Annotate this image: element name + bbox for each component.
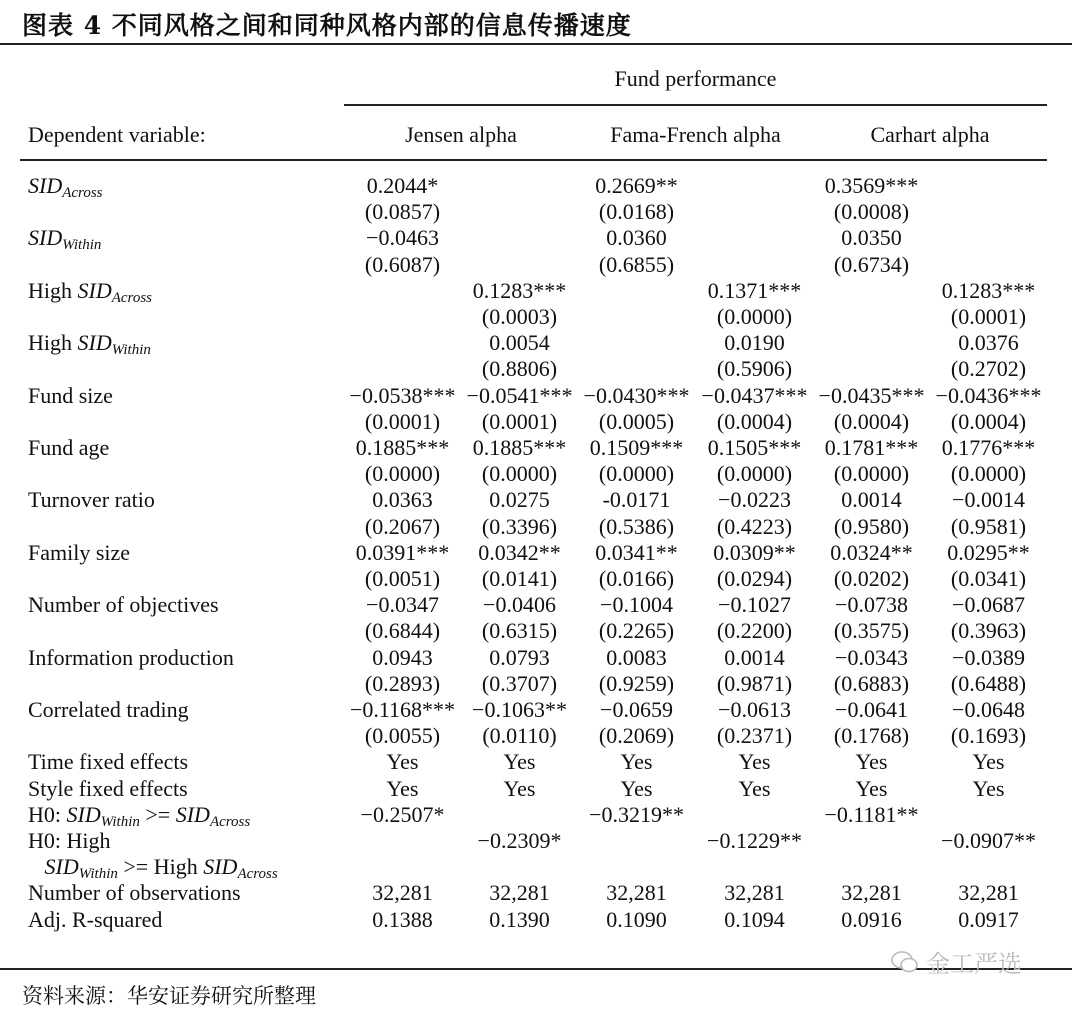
table-cell: 0.1283***: [941, 278, 1036, 303]
row-label: H0: High: [28, 828, 111, 853]
table-cell: 32,281: [372, 880, 433, 905]
row-label: Correlated trading: [28, 697, 189, 722]
table-cell: (0.0004): [950, 409, 1027, 434]
table-cell: 0.0190: [724, 330, 785, 355]
table-cell: (0.5386): [598, 514, 675, 539]
table-cell: 0.0014: [724, 645, 785, 670]
row-info_prod-pvalues: [0, 671, 1072, 697]
table-cell: Yes: [620, 749, 653, 774]
super-header: Fund performance: [614, 66, 777, 91]
table-cell: 0.0363: [372, 487, 433, 512]
table-cell: (0.0857): [364, 199, 441, 224]
table-cell: 0.0083: [606, 645, 667, 670]
row-label: High $SID_{Within}$: [28, 330, 151, 358]
table-cell: −0.0406: [483, 592, 556, 617]
table-cell: 0.1781***: [824, 435, 919, 460]
table-cell: (0.0001): [950, 304, 1027, 329]
row-sid_across: [0, 173, 1072, 199]
table-cell: −0.0641: [835, 697, 908, 722]
table-cell: (0.6315): [481, 618, 558, 643]
row-high_across: [0, 278, 1072, 304]
table-cell: Yes: [620, 776, 653, 801]
table-cell: −0.0738: [835, 592, 908, 617]
row-h0-high-sid-test: [0, 828, 1072, 854]
row-fund_age-pvalues: [0, 461, 1072, 487]
table-cell: -0.0171: [602, 487, 671, 512]
dependent-variable-label: Dependent variable:: [28, 122, 206, 147]
table-cell: 0.0916: [841, 907, 902, 932]
table-cell: −0.0223: [718, 487, 791, 512]
table-cell: (0.4223): [716, 514, 793, 539]
row-label: High $SID_{Across}$: [28, 278, 152, 306]
header-rule: [20, 159, 1047, 161]
table-cell: 0.3569***: [824, 173, 919, 198]
table-cell: 0.1509***: [589, 435, 684, 460]
figure-title: 图表 4 不同风格之间和同种风格内部的信息传播速度: [22, 11, 632, 40]
row-fund_size-pvalues: [0, 409, 1072, 435]
table-cell: 0.0350: [841, 225, 902, 250]
row-time-fixed-effects: [0, 749, 1072, 775]
table-cell: −0.0648: [952, 697, 1025, 722]
row-label: $SID_{Within}$: [28, 225, 102, 253]
table-cell: 32,281: [724, 880, 785, 905]
table-cell: Yes: [503, 749, 536, 774]
table-cell: (0.2200): [716, 618, 793, 643]
table-cell: Yes: [386, 776, 419, 801]
table-cell: (0.0003): [481, 304, 558, 329]
table-cell: −0.0014: [952, 487, 1025, 512]
watermark-text: 金工严选: [926, 950, 1022, 978]
table-cell: 0.0341**: [595, 540, 678, 565]
row-style-fixed-effects: [0, 776, 1072, 802]
table-cell: 0.0376: [958, 330, 1019, 355]
table-cell: −0.0347: [366, 592, 439, 617]
table-cell: 32,281: [841, 880, 902, 905]
table-cell: 0.0054: [489, 330, 550, 355]
table-cell: 0.0360: [606, 225, 667, 250]
row-turnover-pvalues: [0, 514, 1072, 540]
table-cell: −0.1004: [600, 592, 673, 617]
row-family_size-pvalues: [0, 566, 1072, 592]
table-cell: (0.0055): [364, 723, 441, 748]
row-high_within: [0, 330, 1072, 356]
table-cell: 0.0295**: [947, 540, 1030, 565]
table-cell: (0.0051): [364, 566, 441, 591]
row-adj-r-squared: [0, 907, 1072, 933]
table-cell: −0.0436***: [935, 383, 1042, 408]
table-cell: (0.0004): [716, 409, 793, 434]
table-cell: (0.6855): [598, 252, 675, 277]
table-cell: (0.0110): [482, 723, 557, 748]
row-label: Information production: [28, 645, 234, 670]
row-info_prod: [0, 645, 1072, 671]
table-cell: (0.6844): [364, 618, 441, 643]
table-cell: (0.2702): [950, 356, 1027, 381]
table-cell: (0.2067): [364, 514, 441, 539]
row-objectives: [0, 592, 1072, 618]
table-cell: −0.1168***: [349, 697, 456, 722]
table-cell: 0.1090: [606, 907, 667, 932]
table-cell: 32,281: [489, 880, 550, 905]
table-cell: (0.6488): [950, 671, 1027, 696]
table-cell: Yes: [738, 776, 771, 801]
table-cell: (0.0000): [481, 461, 558, 486]
table-cell: (0.2371): [716, 723, 793, 748]
table-cell: −0.1229**: [707, 828, 802, 853]
table-cell: 0.1094: [724, 907, 785, 932]
row-label: Fund age: [28, 435, 110, 460]
row-number-of-observations: [0, 880, 1072, 906]
table-cell: (0.0004): [833, 409, 910, 434]
table-cell: 0.0917: [958, 907, 1019, 932]
table-cell: Yes: [855, 776, 888, 801]
table-cell: 0.1885***: [355, 435, 450, 460]
row-high_across-pvalues: [0, 304, 1072, 330]
row-sid_within: [0, 225, 1072, 251]
table-cell: −0.0463: [366, 225, 439, 250]
table-cell: (0.9871): [716, 671, 793, 696]
table-cell: (0.0341): [950, 566, 1027, 591]
row-label: H0: $SID_{Within} >= SID_{Across}$: [28, 802, 251, 830]
table-cell: 0.0309**: [713, 540, 796, 565]
table-cell: (0.9580): [833, 514, 910, 539]
row-label: Number of objectives: [28, 592, 219, 617]
row-sid_within-pvalues: [0, 252, 1072, 278]
row-h0-high-sid-test-cont: [0, 854, 1072, 880]
table-cell: (0.0000): [716, 304, 793, 329]
table-cell: (0.6087): [364, 252, 441, 277]
table-cell: 0.1776***: [941, 435, 1036, 460]
table-cell: 0.1885***: [472, 435, 567, 460]
table-cell: 0.2669**: [595, 173, 678, 198]
table-cell: (0.0001): [364, 409, 441, 434]
row-turnover: [0, 487, 1072, 513]
table-cell: 0.1505***: [707, 435, 802, 460]
table-cell: Yes: [738, 749, 771, 774]
table-cell: −0.1027: [718, 592, 791, 617]
table-cell: 32,281: [958, 880, 1019, 905]
table-cell: (0.8806): [481, 356, 558, 381]
source-note: 资料来源：华安证券研究所整理: [22, 984, 316, 1008]
table-cell: −0.1181**: [824, 802, 919, 827]
table-cell: 0.1388: [372, 907, 433, 932]
table-cell: −0.3219**: [589, 802, 684, 827]
table-cell: 0.1390: [489, 907, 550, 932]
table-cell: (0.0000): [833, 461, 910, 486]
row-corr_trading: [0, 697, 1072, 723]
table-cell: Yes: [503, 776, 536, 801]
row-h0-sid-test: [0, 802, 1072, 828]
group-header-jensen: Jensen alpha: [405, 122, 517, 147]
row-fund_age: [0, 435, 1072, 461]
table-cell: (0.0008): [833, 199, 910, 224]
table-cell: −0.0687: [952, 592, 1025, 617]
table-cell: −0.1063**: [472, 697, 567, 722]
table-cell: (0.3707): [481, 671, 558, 696]
row-sid_across-pvalues: [0, 199, 1072, 225]
table-cell: (0.3575): [833, 618, 910, 643]
table-cell: 0.0943: [372, 645, 433, 670]
table-cell: (0.3396): [481, 514, 558, 539]
row-family_size: [0, 540, 1072, 566]
row-label: $SID_{Within}$ >= High $SID_{Across}$: [44, 854, 278, 882]
top-rule: [0, 43, 1072, 45]
table-cell: 0.0014: [841, 487, 902, 512]
table-cell: (0.9581): [950, 514, 1027, 539]
table-cell: −0.0437***: [701, 383, 808, 408]
row-high_within-pvalues: [0, 356, 1072, 382]
row-label: Turnover ratio: [28, 487, 155, 512]
group-header-fama-french: Fama-French alpha: [610, 122, 781, 147]
group-header-carhart: Carhart alpha: [870, 122, 990, 147]
table-cell: (0.0001): [481, 409, 558, 434]
table-cell: (0.0168): [598, 199, 675, 224]
table-cell: (0.9259): [598, 671, 675, 696]
table-cell: (0.2069): [598, 723, 675, 748]
table-cell: (0.6734): [833, 252, 910, 277]
table-cell: 0.0324**: [830, 540, 913, 565]
table-cell: −0.0538***: [349, 383, 456, 408]
table-cell: (0.0000): [716, 461, 793, 486]
table-cell: (0.2265): [598, 618, 675, 643]
table-cell: −0.2309*: [477, 828, 562, 853]
table-cell: −0.0659: [600, 697, 673, 722]
table-cell: 0.0391***: [355, 540, 450, 565]
table-cell: 0.1283***: [472, 278, 567, 303]
table-cell: (0.0141): [481, 566, 558, 591]
row-label: Style fixed effects: [28, 776, 188, 801]
row-label: Adj. R-squared: [28, 907, 163, 932]
table-cell: (0.0294): [716, 566, 793, 591]
wechat-icon: [890, 949, 920, 975]
table-cell: (0.2893): [364, 671, 441, 696]
row-fund_size: [0, 383, 1072, 409]
table-cell: 0.1371***: [707, 278, 802, 303]
table-cell: −0.0389: [952, 645, 1025, 670]
row-corr_trading-pvalues: [0, 723, 1072, 749]
table-cell: −0.0343: [835, 645, 908, 670]
row-label: Number of observations: [28, 880, 241, 905]
table-cell: −0.0435***: [818, 383, 925, 408]
table-cell: −0.0430***: [583, 383, 690, 408]
table-cell: (0.5906): [716, 356, 793, 381]
table-cell: 32,281: [606, 880, 667, 905]
table-cell: Yes: [972, 749, 1005, 774]
table-cell: 0.0342**: [478, 540, 561, 565]
row-label: Time fixed effects: [28, 749, 189, 774]
table-cell: (0.0202): [833, 566, 910, 591]
table-cell: 0.0793: [489, 645, 550, 670]
table-cell: (0.0000): [950, 461, 1027, 486]
watermark: [890, 944, 1022, 979]
table-cell: (0.0005): [598, 409, 675, 434]
table-cell: 0.2044*: [366, 173, 439, 198]
table-cell: (0.1768): [833, 723, 910, 748]
row-objectives-pvalues: [0, 618, 1072, 644]
table-cell: −0.0907**: [941, 828, 1036, 853]
table-cell: (0.1693): [950, 723, 1027, 748]
row-label: $SID_{Across}$: [28, 173, 103, 201]
table-cell: Yes: [386, 749, 419, 774]
table-cell: Yes: [972, 776, 1005, 801]
table-cell: −0.0613: [718, 697, 791, 722]
table-cell: (0.0000): [598, 461, 675, 486]
super-header-rule: [344, 104, 1047, 106]
row-label: Family size: [28, 540, 131, 565]
table-cell: Yes: [855, 749, 888, 774]
table-cell: (0.0166): [598, 566, 675, 591]
table-cell: −0.0541***: [466, 383, 573, 408]
row-label: Fund size: [28, 383, 113, 408]
table-cell: −0.2507*: [360, 802, 445, 827]
table-cell: (0.6883): [833, 671, 910, 696]
table-cell: (0.3963): [950, 618, 1027, 643]
table-cell: (0.0000): [364, 461, 441, 486]
table-cell: 0.0275: [489, 487, 550, 512]
